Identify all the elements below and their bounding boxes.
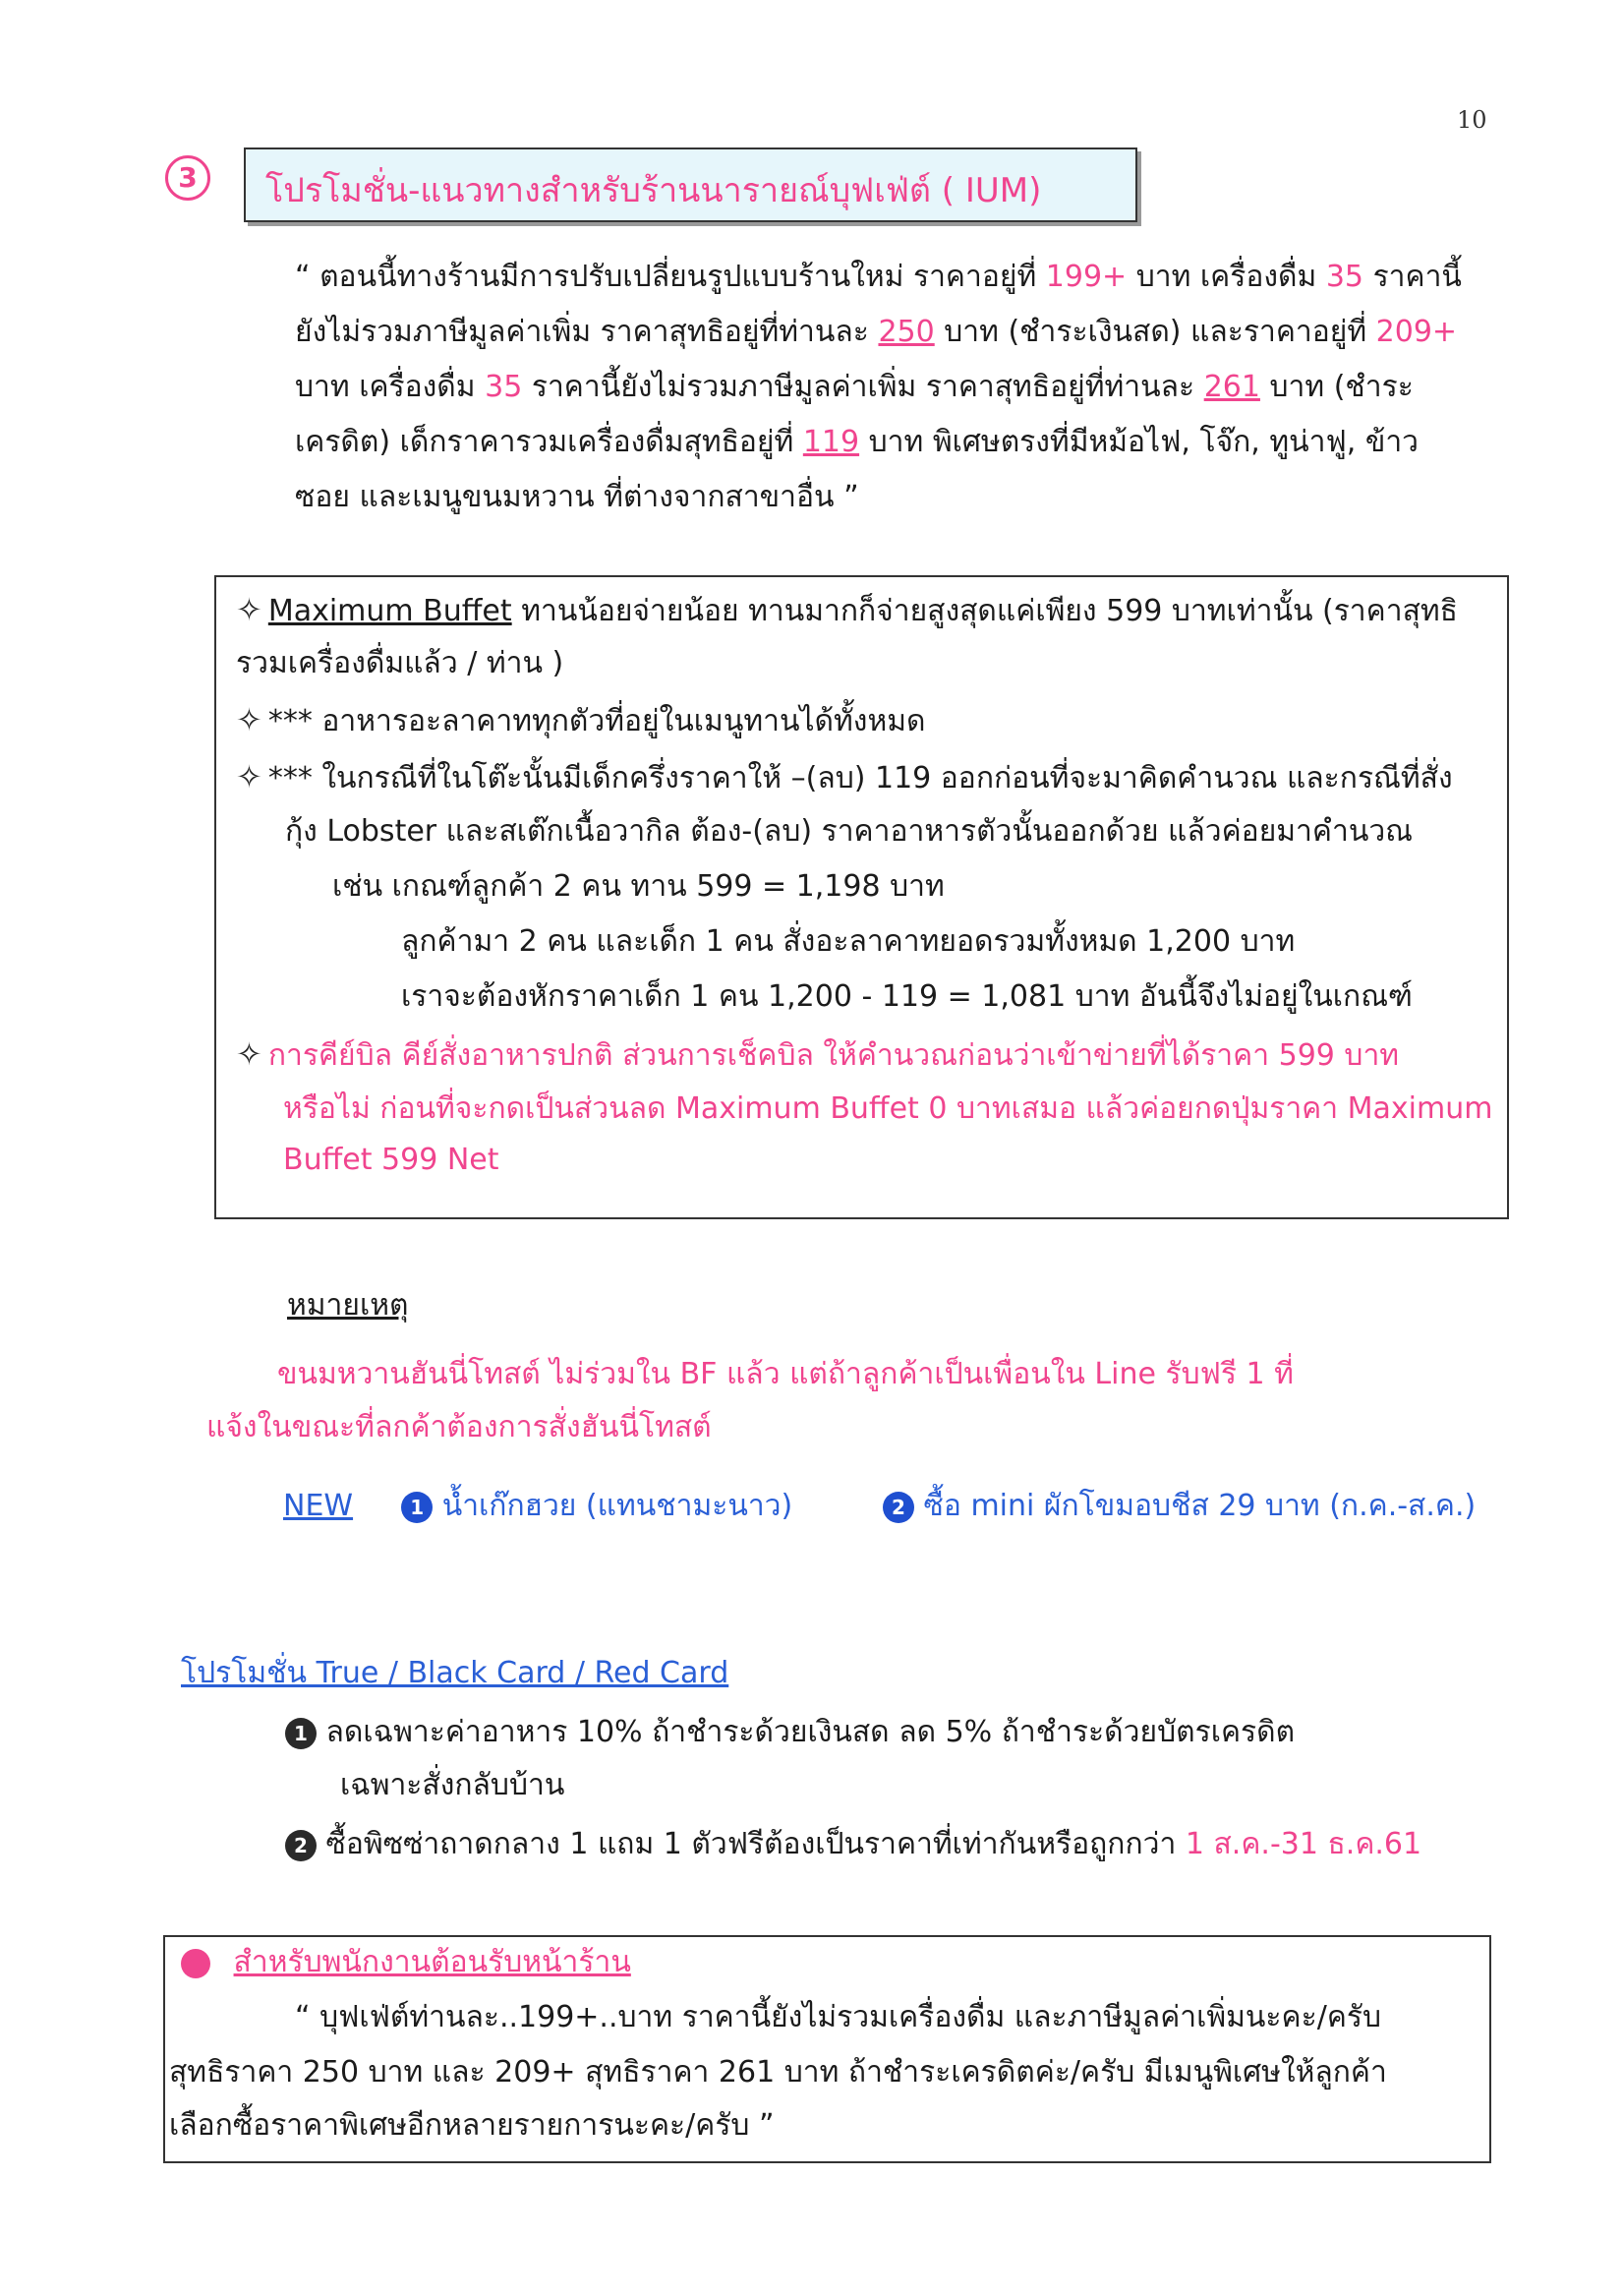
intro-line-3: บาท เครื่องดื่ม 35 ราคานี้ยังไม่รวมภาษีมูลค่าเพิ่ม ราคาสุทธิอยู่ที่ท่านละ 261 บาท (ชำระ [295, 370, 1414, 404]
number-2-icon: 2 [883, 1492, 914, 1523]
number-1-icon: 1 [401, 1492, 433, 1523]
staff-line-1: “ บุฟเฟ่ต์ท่านละ..199+..บาท ราคานี้ยังไม่รวมเครื่องดื่ม และภาษีมูลค่าเพิ่มนะคะ/ครับ [295, 2000, 1382, 2034]
promo-line-2: 2 ซื้อพิซซ่าถาดกลาง 1 แถม 1 ตัวฟรีต้องเป็นราคาที่เท่ากันหรือถูกกว่า 1 ส.ค.-31 ธ.ค.61 [285, 1825, 1421, 1864]
page-title: โปรโมชั่น-แนวทางสำหรับร้านนารายณ์บุฟเฟ่ต์ ( IUM) [265, 171, 1042, 210]
new-item-2: 2 ซื้อ mini ผักโขมอบชีส 29 บาท (ก.ค.-ส.ค.) [883, 1487, 1476, 1526]
note-heading: หมายเหตุ [287, 1288, 409, 1323]
box1-red-line-1: ✧ การคีย์บิล คีย์สั่งอาหารปกติ ส่วนการเช็คบิล ให้คำนวณก่อนว่าเข้าข่ายที่ได้ราคา 599 บาท [236, 1035, 1400, 1073]
box1-red-line-2: หรือไม่ ก่อนที่จะกดเป็นส่วนลด Maximum Buffet 0 บาทเสมอ แล้วค่อยกดปุ่มราคา Maximum [283, 1091, 1493, 1126]
staff-line-3: เลือกซื้อราคาพิเศษอีกหลายรายการนะคะ/ครับ ” [169, 2108, 775, 2143]
new-items-row: NEW 1 น้ำเก๊กฮวย (แทนชามะนาว) [283, 1489, 793, 1523]
box1-line-1b: รวมเครื่องดื่มแล้ว / ท่าน ) [236, 646, 564, 680]
example-line-2: ลูกค้ามา 2 คน และเด็ก 1 คน สั่งอะลาคาทยอดรวมทั้งหมด 1,200 บาท [401, 924, 1296, 959]
note-line-1: ขนมหวานฮันนี่โทสต์ ไม่ร่วมใน BF แล้ว แต่ถ้าลูกค้าเป็นเพื่อนใน Line รับฟรี 1 ที่ [277, 1357, 1294, 1391]
star-bullet-icon: ✧ [236, 591, 262, 628]
page-number: 10 [1457, 106, 1487, 134]
staff-heading: สำหรับพนักงานต้อนรับหน้าร้าน [233, 1945, 631, 1979]
example-line-3: เราจะต้องหักราคาเด็ก 1 คน 1,200 - 119 = 1,081 บาท อันนี้จึงไม่อยู่ในเกณฑ์ [401, 979, 1413, 1014]
number-2-icon: 2 [285, 1830, 317, 1861]
promo-line-1b: เฉพาะสั่งกลับบ้าน [340, 1768, 565, 1802]
box1-line-3b: กุ้ง Lobster และสเต๊กเนื้อวากิล ต้อง-(ลบ) ราคาอาหารตัวนั้นออกด้วย แล้วค่อยมาคำนวณ [285, 814, 1414, 849]
box1-line-3: ✧ *** ในกรณีที่ในโต๊ะนั้นมีเด็กครึ่งราคาให้ –(ลบ) 119 ออกก่อนที่จะมาคิดคำนวณ และกรณีที่สั่ง [236, 758, 1453, 795]
staff-heading-row [181, 1943, 631, 1982]
new-label: NEW [283, 1489, 354, 1523]
intro-line-4: เครดิต) เด็กราคารวมเครื่องดื่มสุทธิอยู่ที่ 119 บาท พิเศษตรงที่มีหม้อไฟ, โจ๊ก, ทูน่าฟู, ข้าว [295, 425, 1420, 459]
speaker-head-icon [181, 1949, 210, 1978]
title-box [244, 147, 1137, 222]
section-number-badge: 3 [165, 155, 210, 201]
note-line-2: แจ้งในขณะที่ลกค้าต้องการสั่งฮันนี่โทสต์ [206, 1410, 712, 1444]
star-bullet-icon: ✧ [236, 1035, 262, 1073]
box1-line-1: ✧ Maximum Buffet ทานน้อยจ่ายน้อย ทานมากก็จ่ายสูงสุดแค่เพียง 599 บาทเท่านั้น (ราคาสุทธิ [236, 591, 1458, 628]
number-1-icon: 1 [285, 1718, 317, 1749]
box1-red-line-3: Buffet 599 Net [283, 1143, 499, 1177]
star-bullet-icon: ✧ [236, 701, 262, 738]
star-bullet-icon: ✧ [236, 758, 262, 795]
intro-line-5: ซอย และเมนูขนมหวาน ที่ต่างจากสาขาอื่น ” [295, 480, 859, 514]
intro-line-1: “ ตอนนี้ทางร้านมีการปรับเปลี่ยนรูปแบบร้านใหม่ ราคาอยู่ที่ 199+ บาท เครื่องดื่ม 35 ราคานี้ [295, 260, 1462, 294]
promo-heading: โปรโมชั่น True / Black Card / Red Card [181, 1656, 729, 1690]
intro-line-2: ยังไม่รวมภาษีมูลค่าเพิ่ม ราคาสุทธิอยู่ที่ท่านละ 250 บาท (ชำระเงินสด) และราคาอยู่ที่ 209+ [295, 315, 1458, 349]
example-line-1: เช่น เกณฑ์ลูกค้า 2 คน ทาน 599 = 1,198 บาท [332, 869, 945, 904]
box1-line-2: ✧ *** อาหารอะลาคาททุกตัวที่อยู่ในเมนูทานได้ทั้งหมด [236, 701, 926, 738]
staff-line-2: สุทธิราคา 250 บาท และ 209+ สุทธิราคา 261 บาท ถ้าชำระเครดิตค่ะ/ครับ มีเมนูพิเศษให้ลูกค้า [169, 2055, 1387, 2090]
promo-line-1: 1 ลดเฉพาะค่าอาหาร 10% ถ้าชำระด้วยเงินสด ลด 5% ถ้าชำระด้วยบัตรเครดิต [285, 1713, 1295, 1752]
